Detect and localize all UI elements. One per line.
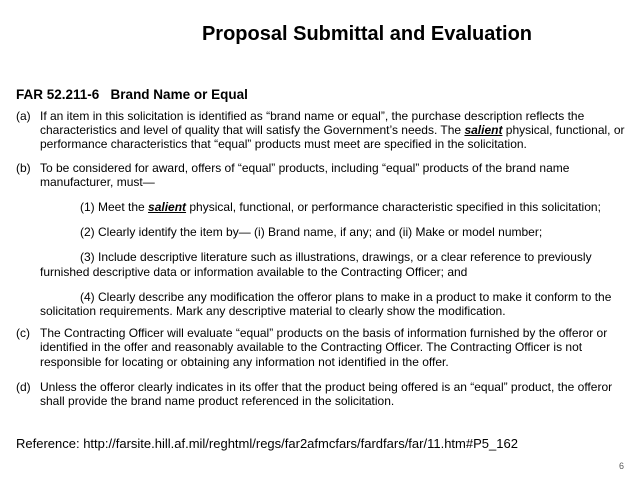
paragraph-d <box>16 380 626 408</box>
subparagraph-1-keyword: salient <box>148 200 187 215</box>
paragraph-c-label: (c) <box>16 326 30 341</box>
subparagraph-1-text-2: physical, functional, or performance characteristic specified in this solicitation; <box>186 200 601 215</box>
paragraph-b-label: (b) <box>16 160 31 175</box>
reference-text: Reference: http://farsite.hill.af.mil/reghtml/regs/far2afmcfars/fardfars/far/11.htm#P5_162 <box>16 436 518 451</box>
paragraph-d-text: Unless the offeror clearly indicates in its offer that the product being offered is an “equal” product, the offeror shall provide the brand name product referenced in the solicitation. <box>40 379 613 409</box>
slide-title: Proposal Submittal and Evaluation <box>201 23 533 45</box>
subparagraph-2 <box>16 225 626 239</box>
paragraph-c-text: The Contracting Officer will evaluate “equal” products on the basis of information furnished by the offeror or identified in the offer and reasonably available to the Contracting Officer. The Contracting Officer is not responsible for locating or obtaining any information not identified in the offer. <box>40 326 608 369</box>
subparagraph-1 <box>16 200 626 214</box>
paragraph-b-text: To be considered for award, offers of “equal” products, including “equal” products of the brand name manufacturer, must— <box>40 160 570 189</box>
section-heading: FAR 52.211-6 Brand Name or Equal <box>16 87 248 102</box>
slide-body <box>16 109 626 408</box>
subparagraph-1-text-1: (1) Meet the <box>80 200 149 215</box>
paragraph-a-text-1: If an item in this solicitation is identified as “brand name or equal”, the purchase description reflects the characteristics and level of quality that will satisfy the Government’s needs. The <box>40 109 585 138</box>
subparagraph-4 <box>16 290 626 318</box>
paragraph-a-text-2: physical, functional, or performance characteristics that “equal” products must meet are specified in the solicitation. <box>40 123 625 152</box>
paragraph-b <box>16 161 626 189</box>
paragraph-c <box>16 326 626 369</box>
subparagraph-2-text: (2) Clearly identify the item by— (i) Brand name, if any; and (ii) Make or model number; <box>80 225 543 240</box>
subparagraph-3 <box>16 250 626 278</box>
subparagraph-4-text: (4) Clearly describe any modification the offeror plans to make in a product to make it conform to the solicitation requirements. Mark any descriptive material to clearly show the modification. <box>40 289 612 319</box>
page-number: 6 <box>618 461 624 471</box>
paragraph-a-keyword: salient <box>464 123 503 138</box>
paragraph-a-label: (a) <box>16 109 31 123</box>
subparagraph-3-text: (3) Include descriptive literature such as illustrations, drawings, or a clear reference to previously furnished descriptive data or information available to the Contracting Officer; and <box>40 250 592 279</box>
paragraph-d-label: (d) <box>16 379 31 394</box>
paragraph-a <box>16 109 626 152</box>
